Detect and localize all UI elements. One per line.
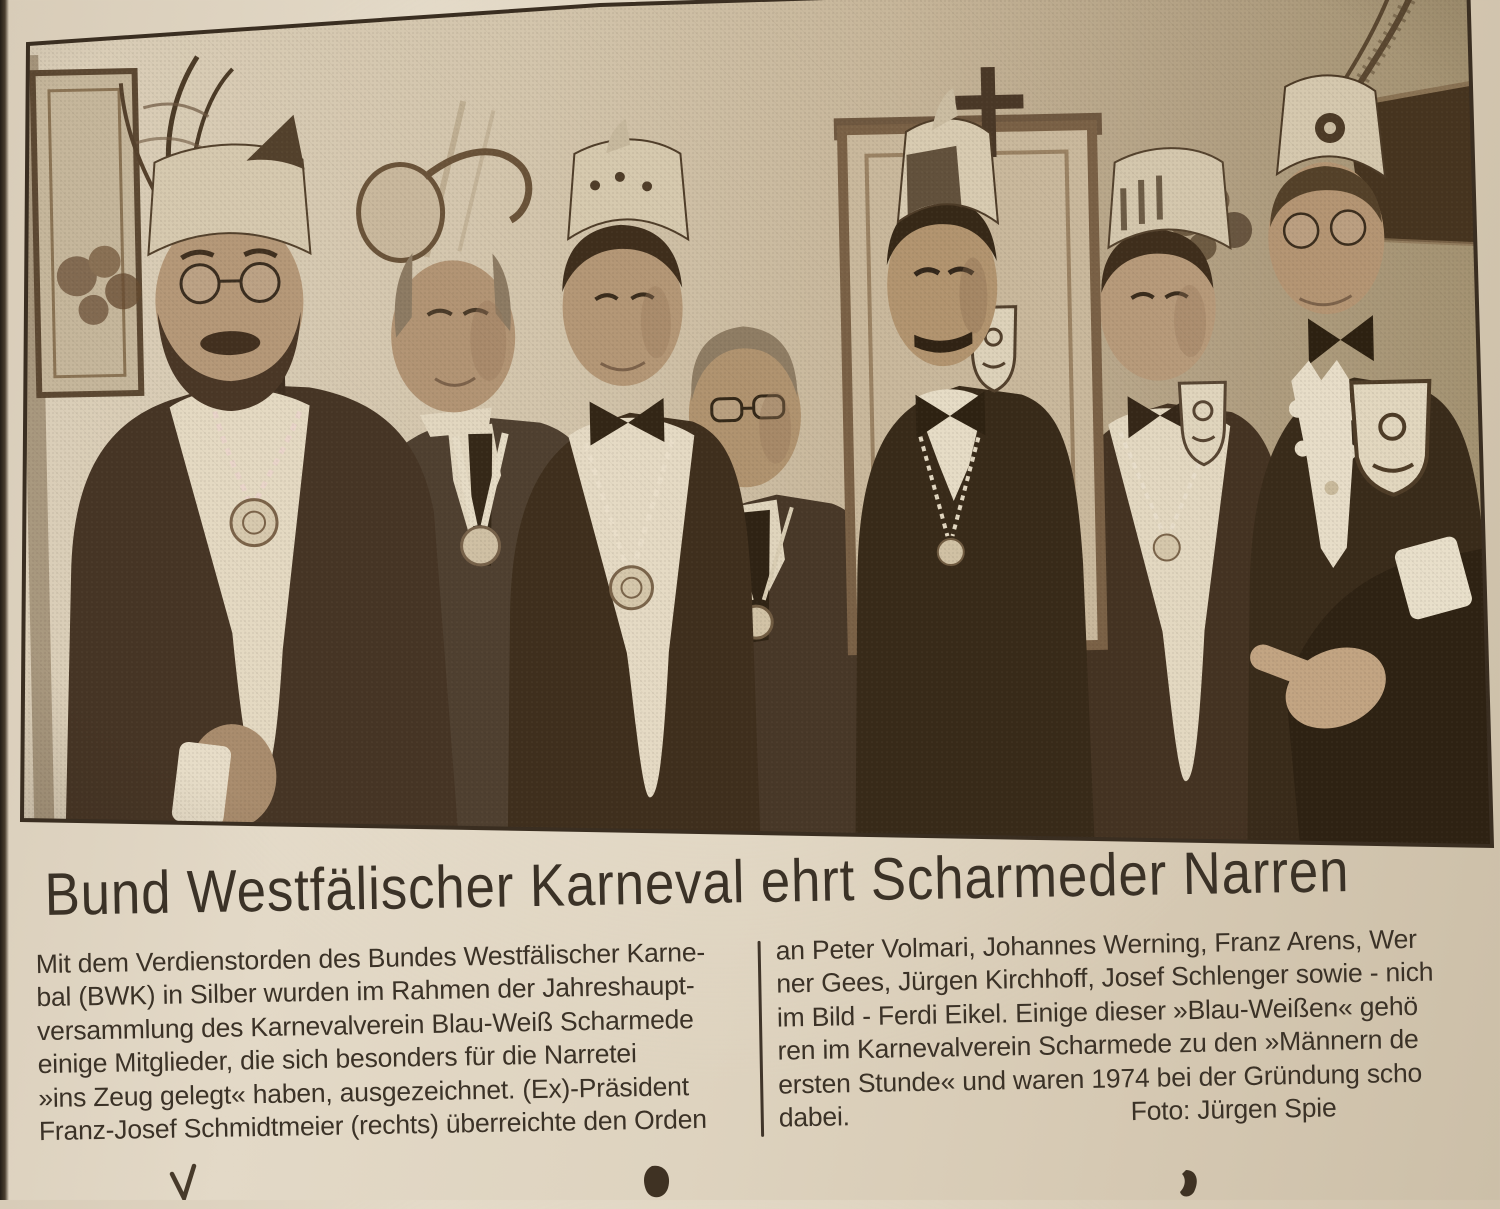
- body-text-line: im Bild - Ferdi Eikel. Einige dieser »Blau-Weißen« gehö: [776, 990, 1419, 1033]
- scan-edge-shadow: [0, 0, 9, 1200]
- body-text-line: Franz-Josef Schmidtmeier (rechts) überreichte den Orden: [38, 1103, 708, 1147]
- ink-mark: [644, 1166, 669, 1198]
- body-text-line: ren im Karnevalverein Scharmede zu den »Männern de: [777, 1024, 1419, 1066]
- stray-ink-marks: [0, 1140, 1500, 1200]
- ink-mark: [172, 1166, 194, 1198]
- body-text-line: bal (BWK) in Silber wurden im Rahmen der Jahreshaupt-: [36, 970, 695, 1013]
- body-text-line: ner Gees, Jürgen Kirchhoff, Josef Schlenger sowie - nich: [776, 956, 1434, 1000]
- headline: Bund Westfälischer Karneval ehrt Scharmeder Narren: [43, 837, 1350, 928]
- body-text-line: an Peter Volmari, Johannes Werning, Franz Arens, Wer: [775, 923, 1418, 966]
- column-divider: [758, 941, 765, 1137]
- ink-mark: [1180, 1170, 1197, 1197]
- body-text-line: Mit dem Verdienstorden des Bundes Westfälischer Karne-: [35, 936, 706, 980]
- body-text-line: versammlung des Karnevalverein Blau-Weiß Scharmede: [36, 1003, 694, 1046]
- body-text-line: einige Mitglieder, die sich besonders für die Narretei: [37, 1038, 637, 1080]
- body-text-line: ersten Stunde« und waren 1974 bei der Gründung scho: [777, 1057, 1423, 1100]
- photo-credit: Foto: Jürgen Spie: [1130, 1092, 1337, 1127]
- body-text-last: dabei.: [778, 1101, 851, 1133]
- body-text-line: »ins Zeug gelegt« haben, ausgezeichnet. (Ex)-Präsident: [38, 1070, 690, 1113]
- body-column-right: [775, 919, 1500, 1135]
- body-column-left: [36, 935, 758, 1149]
